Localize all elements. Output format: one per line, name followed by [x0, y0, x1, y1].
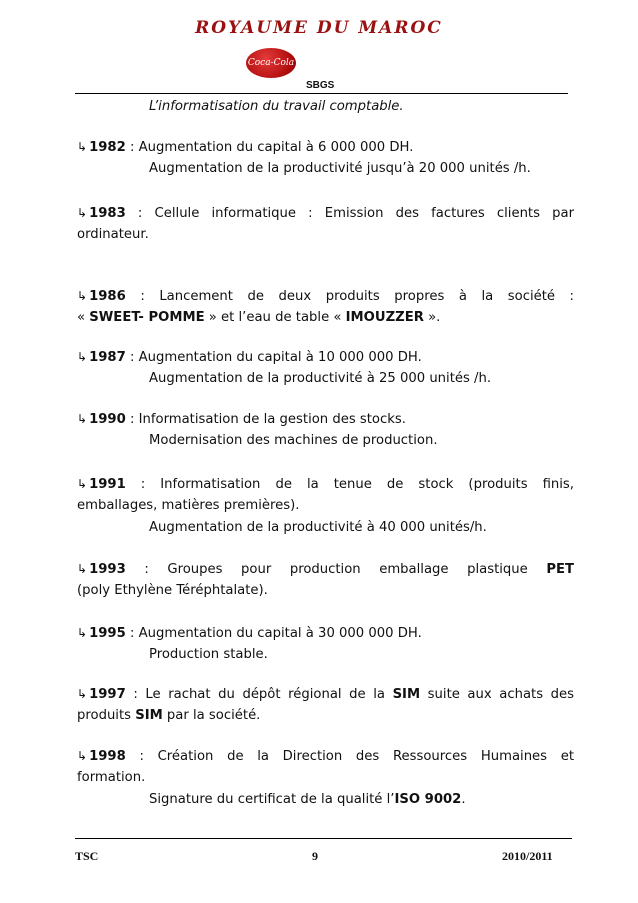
entry-text: Informatisation de la gestion des stocks.	[138, 412, 406, 427]
product-name-sweet-pomme: SWEET- POMME	[89, 310, 205, 325]
entry-1986: ↳ 1986 : Lancement de deux produits propres à la société : « SWEET- POMME » et l’eau de table « IMOUZZER ».	[77, 289, 575, 325]
entry-1991: ↳ 1991 : Informatisation de la tenue de stock (produits finis, emballages, matières premières). Augmentation de la productivité à 40 000 unités/h.	[77, 473, 574, 539]
intro-line: L’informatisation du travail comptable.	[149, 99, 404, 114]
footer-year: 2010/2011	[502, 849, 553, 863]
entry-1997: ↳ 1997 : Le rachat du dépôt régional de la SIM suite aux achats des produits SIM par la société.	[77, 687, 575, 723]
company-label: SBGS	[306, 80, 335, 91]
entry-text: emballages, matières premières).	[77, 498, 300, 513]
entry-text: Augmentation du capital à 30 000 000 DH.	[138, 626, 422, 641]
right-hook-arrow-icon: ↳	[77, 749, 88, 763]
right-hook-arrow-icon: ↳	[77, 562, 88, 576]
year-label: 1991	[89, 477, 126, 492]
entry-1983: ↳ 1983 : Cellule informatique : Emission des factures clients par ordinateur.	[77, 202, 574, 246]
year-label: 1982	[89, 140, 126, 155]
entry-text: Modernisation des machines de production.	[149, 433, 438, 448]
year-label: 1987	[89, 350, 126, 365]
entry-1982: ↳ 1982 : Augmentation du capital à 6 000 000 DH. Augmentation de la productivité jusqu’à 20 000 unités /h.	[77, 136, 574, 180]
coca-cola-logo	[246, 48, 296, 78]
right-hook-arrow-icon: ↳	[77, 289, 88, 303]
logo-text: Coca-Cola	[247, 58, 295, 68]
page-header-title: ROYAUME DU MAROC	[195, 18, 443, 38]
sim-label: SIM	[135, 708, 163, 723]
footer-left: TSC	[75, 849, 99, 863]
year-label: 1998	[89, 749, 126, 764]
entry-text: (poly Ethylène Téréphtalate).	[77, 583, 268, 598]
entry-text: Augmentation de la productivité jusqu’à 20 000 unités /h.	[149, 161, 531, 176]
footer-divider	[75, 838, 572, 839]
entry-1995: ↳ 1995 : Augmentation du capital à 30 000 000 DH. Production stable.	[77, 622, 574, 666]
intro-block	[77, 96, 574, 118]
right-hook-arrow-icon: ↳	[77, 412, 88, 426]
sim-label: SIM	[392, 687, 421, 702]
entry-1993: ↳ 1993 : Groupes pour production emballage plastique PET (poly Ethylène Téréphtalate).	[77, 558, 574, 602]
entry-1987: ↳ 1987 : Augmentation du capital à 10 000 000 DH. Augmentation de la productivité à 25 000 unités /h.	[77, 346, 574, 390]
entry-1990: ↳ 1990 : Informatisation de la gestion des stocks. Modernisation des machines de production.	[77, 408, 574, 452]
year-label: 1983	[89, 206, 126, 221]
entry-text: Production stable.	[149, 647, 268, 662]
entry-text: Augmentation de la productivité à 25 000 unités /h.	[149, 371, 492, 386]
entry-1998: ↳ 1998 : Création de la Direction des Ressources Humaines et formation. Signature du certificat de la qualité l’ISO 9002.	[77, 749, 575, 807]
entry-text: Augmentation du capital à 10 000 000 DH.	[138, 350, 422, 365]
year-label: 1995	[89, 626, 126, 641]
entry-text: Informatisation de la tenue de stock (produits finis,	[160, 477, 574, 492]
right-hook-arrow-icon: ↳	[77, 350, 88, 364]
page-number: 9	[312, 849, 318, 863]
year-label: 1990	[89, 412, 126, 427]
entry-text: Augmentation du capital à 6 000 000 DH.	[138, 140, 414, 155]
product-name-imouzzer: IMOUZZER	[345, 310, 424, 325]
entry-text: formation.	[77, 770, 146, 785]
entry-text: ordinateur.	[77, 227, 149, 242]
entry-text: Création de la Direction des Ressources Humaines et	[157, 749, 575, 764]
header-divider	[75, 93, 568, 94]
entry-text: Augmentation de la productivité à 40 000 unités/h.	[149, 520, 487, 535]
year-label: 1993	[89, 562, 126, 577]
iso-label: ISO 9002	[394, 792, 462, 807]
year-label: 1997	[89, 687, 126, 702]
pet-label: PET	[546, 562, 575, 577]
entry-text: Cellule informatique : Emission des factures clients par	[154, 206, 575, 221]
right-hook-arrow-icon: ↳	[77, 687, 88, 701]
right-hook-arrow-icon: ↳	[77, 626, 88, 640]
entry-text: Lancement de deux produits propres à la société :	[159, 289, 575, 304]
right-hook-arrow-icon: ↳	[77, 477, 88, 491]
right-hook-arrow-icon: ↳	[77, 140, 88, 154]
entry-text: Groupes pour production emballage plastique	[167, 562, 528, 577]
year-label: 1986	[89, 289, 126, 304]
right-hook-arrow-icon: ↳	[77, 206, 88, 220]
